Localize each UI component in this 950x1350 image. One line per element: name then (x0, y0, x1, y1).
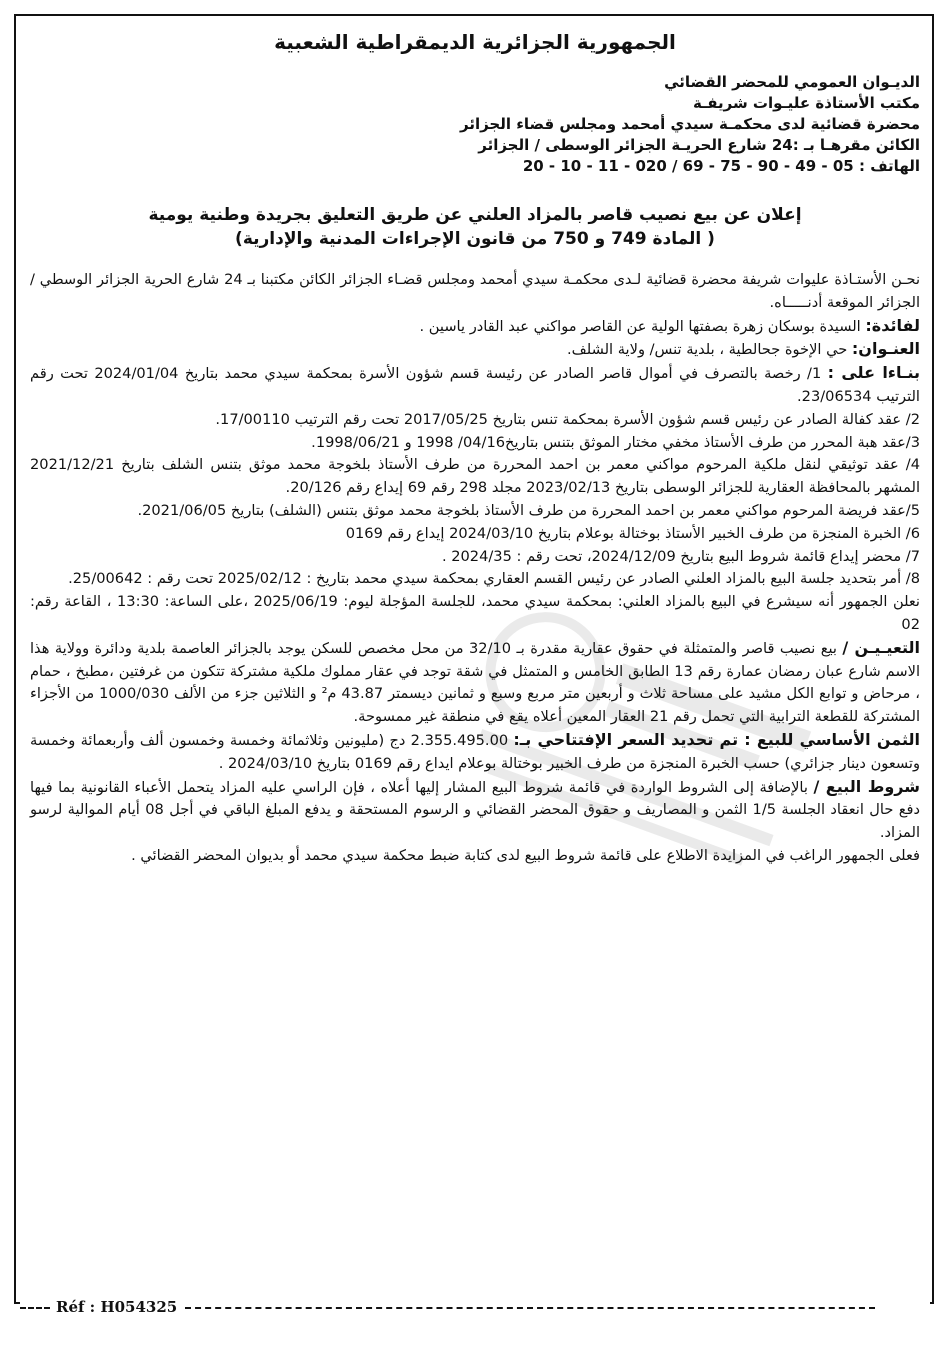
price-text: 2.355.495.00 دج (مليونين وثلاثمائة وخمسة وخمسون ألف وأربعمائة وخمسة وتسعون دينار جزائري) حسب الخبرة المنجزة من طرف الخبير بوختالة بوعلام ايداع رقم 0169 بتاريخ 2024/03/10 . (30, 731, 920, 772)
phone-numbers: 20 - 10 - 11 - 020 / 69 - 75 - 90 - 49 - 05 (522, 157, 854, 175)
basis-item-6: 6/ الخبرة المنجزة من طرف الخبير الأستاذ بوختالة بوعلام بتاريخ 2024/03/10 إيداع رقم 0169 (345, 524, 920, 542)
closing-paragraph: فعلى الجمهور الراغب في المزايدة الاطلاع على قائمة شروط البيع لدى كتابة ضبط محكمة سيدي محمد أو بديوان المحضر القضائي . (131, 846, 920, 864)
basis-label: بنـاءا على : (827, 363, 921, 383)
office-header (30, 72, 920, 177)
basis-item-4: 4/ عقد توثيقي لنقل ملكية المرحوم مواكني معمر بن احمد المحررة من طرف الأستاذ بلخوجة محمد موثق بتنس الشلف بتاريخ 2021/12/21 المشهر بالمحافظة العقارية للجزائر الوسطى بتاريخ 2023/02/13 مجلد 298 رقم 69 إيداع رقم 20/126. (30, 456, 920, 497)
document (30, 20, 920, 1310)
announcement-title (30, 203, 920, 251)
address-paragraph (30, 338, 920, 362)
conditions-label: شروط البيع / (813, 776, 920, 796)
basis-item-8: 8/ أمر بتحديد جلسة البيع بالمزاد العلني الصادر عن رئيس القسم العقاري بمحكمة سيدي محمد بتاريخ : 2025/02/12 تحت رقم : 25/00642. (68, 570, 920, 588)
basis-item-3: 3/عقد هبة المحرر من طرف الأستاذ مخفي مختار الموثق بتنس بتاريخ04/16/ 1998 و 1998/06/21. (311, 433, 920, 451)
header-line-phone (30, 156, 920, 177)
address-text: حي الإخوة جحالطية ، بلدية تنس/ ولاية الشلف. (567, 341, 852, 359)
republic-title: الجمهورية الجزائرية الديمقراطية الشعبية (274, 30, 676, 54)
reference-dash-left (20, 1307, 50, 1309)
address-label: العنـوان: (851, 339, 920, 359)
header-line-address: الكائن مقرهـا بـ :24 شارع الحريـة الجزائر الوسطى / الجزائر (478, 136, 920, 154)
reference-footer (20, 1298, 930, 1316)
intro-paragraph: نحـن الأستـاذة عليوات شريفة محضرة قضائية لـدى محكمـة سيدي أمحمد ومجلس قضـاء الجزائر الكائن مكتبنا بـ 24 شارع الحرية الجزائر الوسطي / الجزائر الموقعة أدنـــــاه. (30, 271, 920, 311)
benefit-text: السيدة بوسكان زهرة بصفتها الولية عن القاصر مواكني عبد القادر ياسين . (419, 317, 866, 335)
designation-text: بيع نصيب قاصر والمتمثلة في حقوق عقارية مقدرة بـ 32/10 من محل مخصص للسكن يوجد بالجزائر العاصمة بلدية ودائرة وولاية هذا الاسم شارع عبان رمضان عمارة رقم 13 الطابق الخامس و المتمثل في شقة توجد في عقار مملوك ملكية مشتركة تتكون من غرفتين ،مطبخ ، حمام ، مرحاض و توابع الكل مشيد على مساحة ثلاث و أربعين متر مربع وسبع و ثمانين ديسمتر 43.87 م² و الثلاثين جزء من الألف 1000/030 من الأجزاء المشتركة للقطعة الترابية التي تحمل رقم 21 العقار المعين أعلاه يقع في منطقة غير ممسوحة. (30, 639, 921, 726)
basis-item-7: 7/ محضر إيداع قائمة شروط البيع بتاريخ 2024/12/09، تحت رقم : 2024/35 . (441, 547, 920, 565)
designation-paragraph (30, 637, 920, 729)
conditions-text: بالإضافة إلى الشروط الواردة في قائمة شروط البيع المشار إليها أعلاه ، فإن الراسي عليه المزاد يتحمل الأعباء القانونية بما فيها دفع حال انعقاد الجلسة 1/5 الثمن و المصاريف و حقوق المحضر القضائي و الرسوم المستحقة و يدفع المبلغ الباقي في أجل 08 أيام الموالية لرسو المزاد. (30, 778, 921, 842)
header-line-office: الديـوان العمومي للمحضر القضائي (664, 73, 920, 91)
reference-number: Réf : H054325 (56, 1298, 178, 1316)
reference-dash-line (185, 1307, 875, 1309)
announcement-line-2: ( المادة 749 و 750 من قانون الإجراءات المدنية والإدارية) (235, 229, 715, 249)
designation-label: التعيـيـن / (842, 637, 921, 657)
header-line-bureau: مكتب الأستاذة عليـوات شريفـة (692, 94, 920, 112)
benefit-label: لفائدة: (865, 315, 920, 335)
conditions-paragraph (30, 776, 920, 845)
basis-item-2: 2/ عقد كفالة الصادر عن رئيس قسم شؤون الأسرة بمحكمة تنس بتاريخ 2017/05/25 تحت رقم الترتيب 17/00110. (215, 410, 920, 428)
notice-paragraph: نعلن الجمهور أنه سيشرع في البيع بالمزاد العلني: بمحكمة سيدي محمد، للجلسة المؤجلة ليوم: 2025/06/19 ،على الساعة: 13:30 ، القاعة رقم: 02 (30, 593, 920, 633)
basis-item-5: 5/عقد فريضة المرحوم مواكني معمر بن احمد المحررة من طرف الأستاذ بلخوجة محمد موثق بتنس (الشلف) بتاريخ 2021/06/05. (137, 501, 920, 519)
phone-label: الهاتف : (858, 157, 920, 175)
basis-item-1 (30, 362, 920, 409)
benefit-paragraph (30, 315, 920, 339)
announcement-line-1: إعلان عن بيع نصيب قاصر بالمزاد العلني عن طريق التعليق بجريدة وطنية يومية (148, 205, 802, 225)
announcement-body (30, 269, 920, 868)
header-line-bailiff: محضرة قضائية لدى محكمـة سيدي أمحمد ومجلس قضاء الجزائر (460, 115, 920, 133)
price-label: الثمن الأساسي للبيع : تم تحديد السعر الإفتتاحي بـ: (513, 729, 920, 749)
price-paragraph (30, 729, 920, 776)
basis-item-text: 1/ رخصة بالتصرف في أموال قاصر الصادر عن رئيسة قسم شؤون الأسرة بمحكمة سيدي محمد بتاريخ 2024/01/04 تحت رقم الترتيب 23/06534. (30, 365, 920, 405)
